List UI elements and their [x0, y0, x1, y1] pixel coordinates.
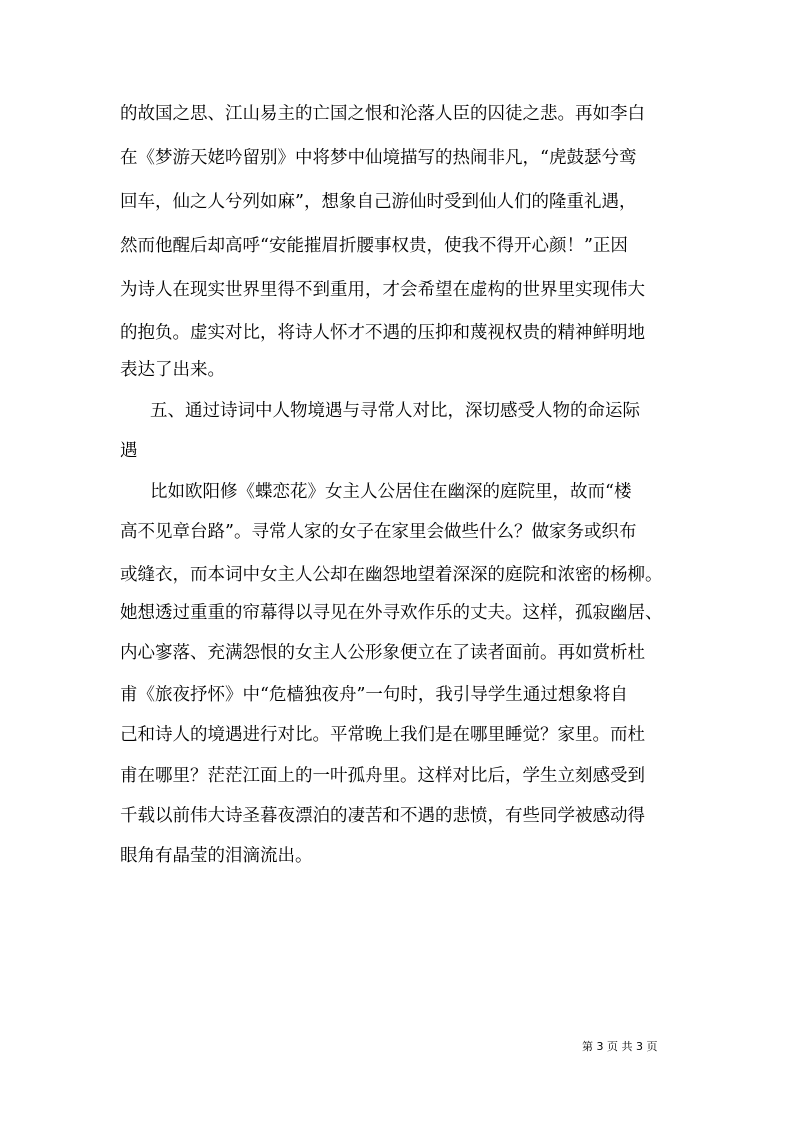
body-text-line: 眼角有晶莹的泪滴流出。 — [120, 846, 313, 866]
body-text-line: 千载以前伟大诗圣暮夜漂泊的凄苦和不遇的悲愤，有些同学被感动得 — [120, 806, 645, 826]
body-text-line: 的故国之思、江山易主的亡国之恨和沦落人臣的囚徒之悲。再如李白 — [120, 104, 645, 124]
body-text-line: 或缝衣，而本词中女主人公却在幽怨地望着深深的庭院和浓密的杨柳。 — [120, 565, 663, 585]
page-number-footer: 第 3 页 共 3 页 — [582, 1040, 658, 1053]
section-heading-line: 遇 — [120, 441, 138, 461]
body-text-line: 甫在哪里？茫茫江面上的一叶孤舟里。这样对比后，学生立刻感受到 — [120, 766, 645, 786]
body-text-line: 表达了出来。 — [120, 360, 225, 380]
body-text-line: 为诗人在现实世界里得不到重用，才会希望在虚构的世界里实现伟大 — [120, 280, 645, 300]
body-text-line: 甫《旅夜抒怀》中“危樯独夜舟”一句时，我引导学生通过想象将自 — [120, 685, 628, 705]
body-text-line: 然而他醒后却高呼“安能摧眉折腰事权贵，使我不得开心颜！”正因 — [120, 236, 628, 256]
body-text-line: 在《梦游天姥吟留别》中将梦中仙境描写的热闹非凡，“虎鼓瑟兮鸾 — [120, 148, 637, 168]
body-text-line: 内心寥落、充满怨恨的女主人公形象便立在了读者面前。再如赏析杜 — [120, 643, 645, 663]
body-text-line: 己和诗人的境遇进行对比。平常晚上我们是在哪里睡觉？家里。而杜 — [120, 725, 645, 745]
body-text-line: 回车，仙之人兮列如麻”，想象自己游仙时受到仙人们的隆重礼遇， — [120, 192, 637, 212]
body-text-line: 比如欧阳修《蝶恋花》女主人公居住在幽深的庭院里，故而“楼 — [150, 482, 632, 502]
section-heading-line: 五、通过诗词中人物境遇与寻常人对比，深切感受人物的命运际 — [150, 401, 640, 421]
body-text-line: 的抱负。虚实对比，将诗人怀才不遇的压抑和蔑视权贵的精神鲜明地 — [120, 323, 645, 343]
body-text-line: 高不见章台路”。寻常人家的女子在家里会做些什么？做家务或织布 — [120, 522, 637, 542]
body-text-line: 她想透过重重的帘幕得以寻见在外寻欢作乐的丈夫。这样，孤寂幽居、 — [120, 603, 663, 623]
